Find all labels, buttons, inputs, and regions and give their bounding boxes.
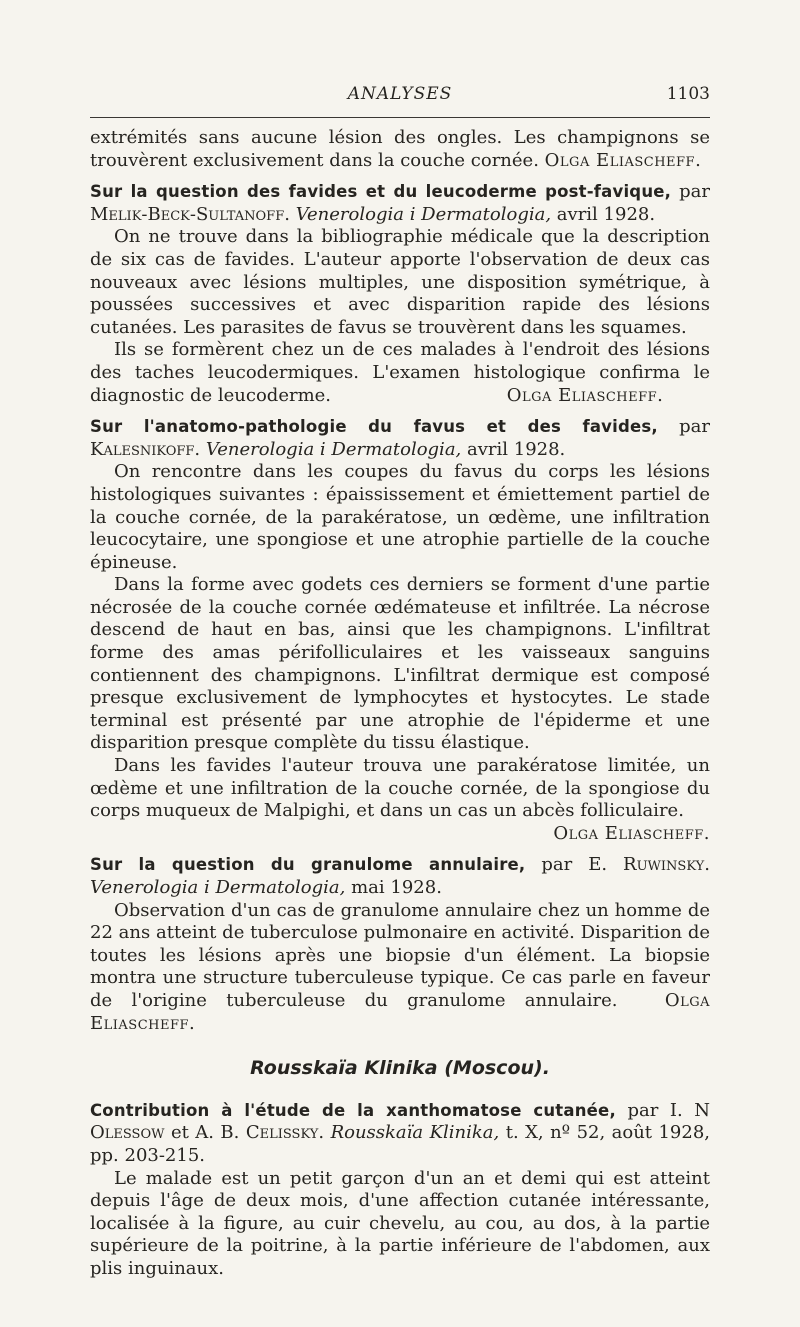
article-3-title: Sur la question du granulome annulaire, (90, 855, 526, 875)
article-1-title: Sur la question des favides et du leucoderme post-favique, (90, 182, 672, 202)
article-2-title: Sur l'anatomo-pathologie du favus et des favides, (90, 417, 658, 437)
article-1-by: par (679, 181, 710, 203)
article-3-paragraph-1 (90, 900, 710, 1036)
article-1-signature: Olga Eliascheff. (506, 384, 664, 406)
intro-signature: Olga Eliascheff. (544, 149, 702, 171)
article-4-mid: et A. B. (170, 1122, 240, 1144)
article-2-paragraph-1: On rencontre dans les coupes du favus du corps les lésions histologiques suivantes : épaississement et émiettement partiel de la couche cornée, de la parakératose, un œdème, une infiltration leucocytaire, une spongiose et une atrophie partielle de la couche épineuse. (90, 461, 710, 573)
article-1-heading (90, 181, 710, 226)
header-rule (90, 117, 710, 118)
article-1-paragraph-2-text: Ils se formèrent chez un de ces malades à l'endroit des lésions des taches leucodermiques. L'examen histologique confirma le diagnostic de leucoderme. (90, 339, 710, 406)
article-3-by: par E. (541, 854, 608, 876)
page-number: 1103 (666, 84, 710, 104)
article-1-paragraph-2 (90, 339, 710, 407)
page-body (90, 127, 710, 1281)
article-3-signature: Olga Eliascheff. (90, 989, 710, 1034)
article-2-author: Kalesnikoff. (90, 438, 201, 460)
article-3-heading (90, 854, 710, 899)
article-2-heading (90, 416, 710, 461)
article-4-journal: Rousskaïa Klinika, (330, 1122, 500, 1144)
article-3-author: Ruwinsky. (623, 854, 710, 876)
article-2-date: avril 1928. (467, 438, 566, 460)
section-title: Rousskaïa Klinika (Moscou). (250, 1057, 550, 1080)
article-3-date: mai 1928. (351, 877, 442, 898)
article-4-heading (90, 1100, 710, 1168)
article-3-paragraph-1-text: Observation d'un cas de granulome annulaire chez un homme de 22 ans atteint de tuberculose pulmonaire en activité. Disparition de toutes les lésions après une biopsie d'un élément. La biopsie montra une structure tuberculeuse typique. Ce cas parle en faveur de l'origine tuberculeuse du granulome annulaire. (90, 899, 710, 1011)
article-2-signature: Olga Eliascheff. (553, 822, 710, 844)
article-1-author: Melik-Beck-Sultanoff. (90, 203, 290, 225)
article-4-by: par I. N (627, 1099, 710, 1121)
running-head (90, 84, 710, 110)
article-4-paragraph-1: Le malade est un petit garçon d'un an et demi qui est atteint depuis l'âge de deux mois, d'une affection cutanée intéressante, localisée à la figure, au cuir chevelu, au cou, au dos, à la partie supérieure de la poitrine, à la partie inférieure de l'abdomen, aux plis inguinaux. (90, 1167, 710, 1279)
running-head-title: ANALYSES (347, 84, 453, 104)
article-4-author-2: Celissky. (245, 1122, 325, 1144)
article-2-paragraph-3: Dans les favides l'auteur trouva une parakératose limitée, un œdème et une infiltration de la couche cornée, de la spongiose du corps muqueux de Malpighi, et dans un cas un abcès folliculaire. (90, 755, 710, 822)
article-2-by: par (679, 416, 710, 438)
article-1-journal: Venerologia i Dermatologia, (295, 203, 552, 225)
intro-paragraph (90, 127, 710, 172)
article-4-reference: t. X, nº 52, août 1928, pp. 203-215. (90, 1122, 711, 1166)
article-4-title: Contribution à l'étude de la xanthomatose cutanée, (90, 1100, 616, 1120)
article-3-journal: Venerologia i Dermatologia, (90, 877, 346, 898)
article-1-paragraph-1: On ne trouve dans la bibliographie médicale que la description de six cas de favides. L'auteur apporte l'observation de deux cas nouveaux avec lésions multiples, une disposition symétrique, à poussées successives et avec disparition rapide des lésions cutanées. Les parasites de favus se trouvèrent dans les squames. (90, 226, 710, 338)
article-2-paragraph-2: Dans la forme avec godets ces derniers se forment d'une partie nécrosée de la couche cornée œdémateuse et infiltrée. La nécrose descend de haut en bas, ainsi que les champignons. L'infiltrat forme des amas périfolliculaires et les vaisseaux sanguins contiennent des champignons. L'infiltrat dermique est composé presque exclusivement de lymphocytes et hystocytes. Le stade terminal est présenté par une atrophie de l'épiderme et une disparition presque complète du tissu élastique. (90, 574, 710, 754)
article-2-journal: Venerologia i Dermatologia, (205, 438, 462, 460)
intro-text: extrémités sans aucune lésion des ongles. Les champignons se trouvèrent exclusivement dans la couche cornée. (90, 127, 710, 171)
article-1-date: avril 1928. (556, 203, 656, 225)
article-4-author-1: Olessow (90, 1122, 165, 1144)
